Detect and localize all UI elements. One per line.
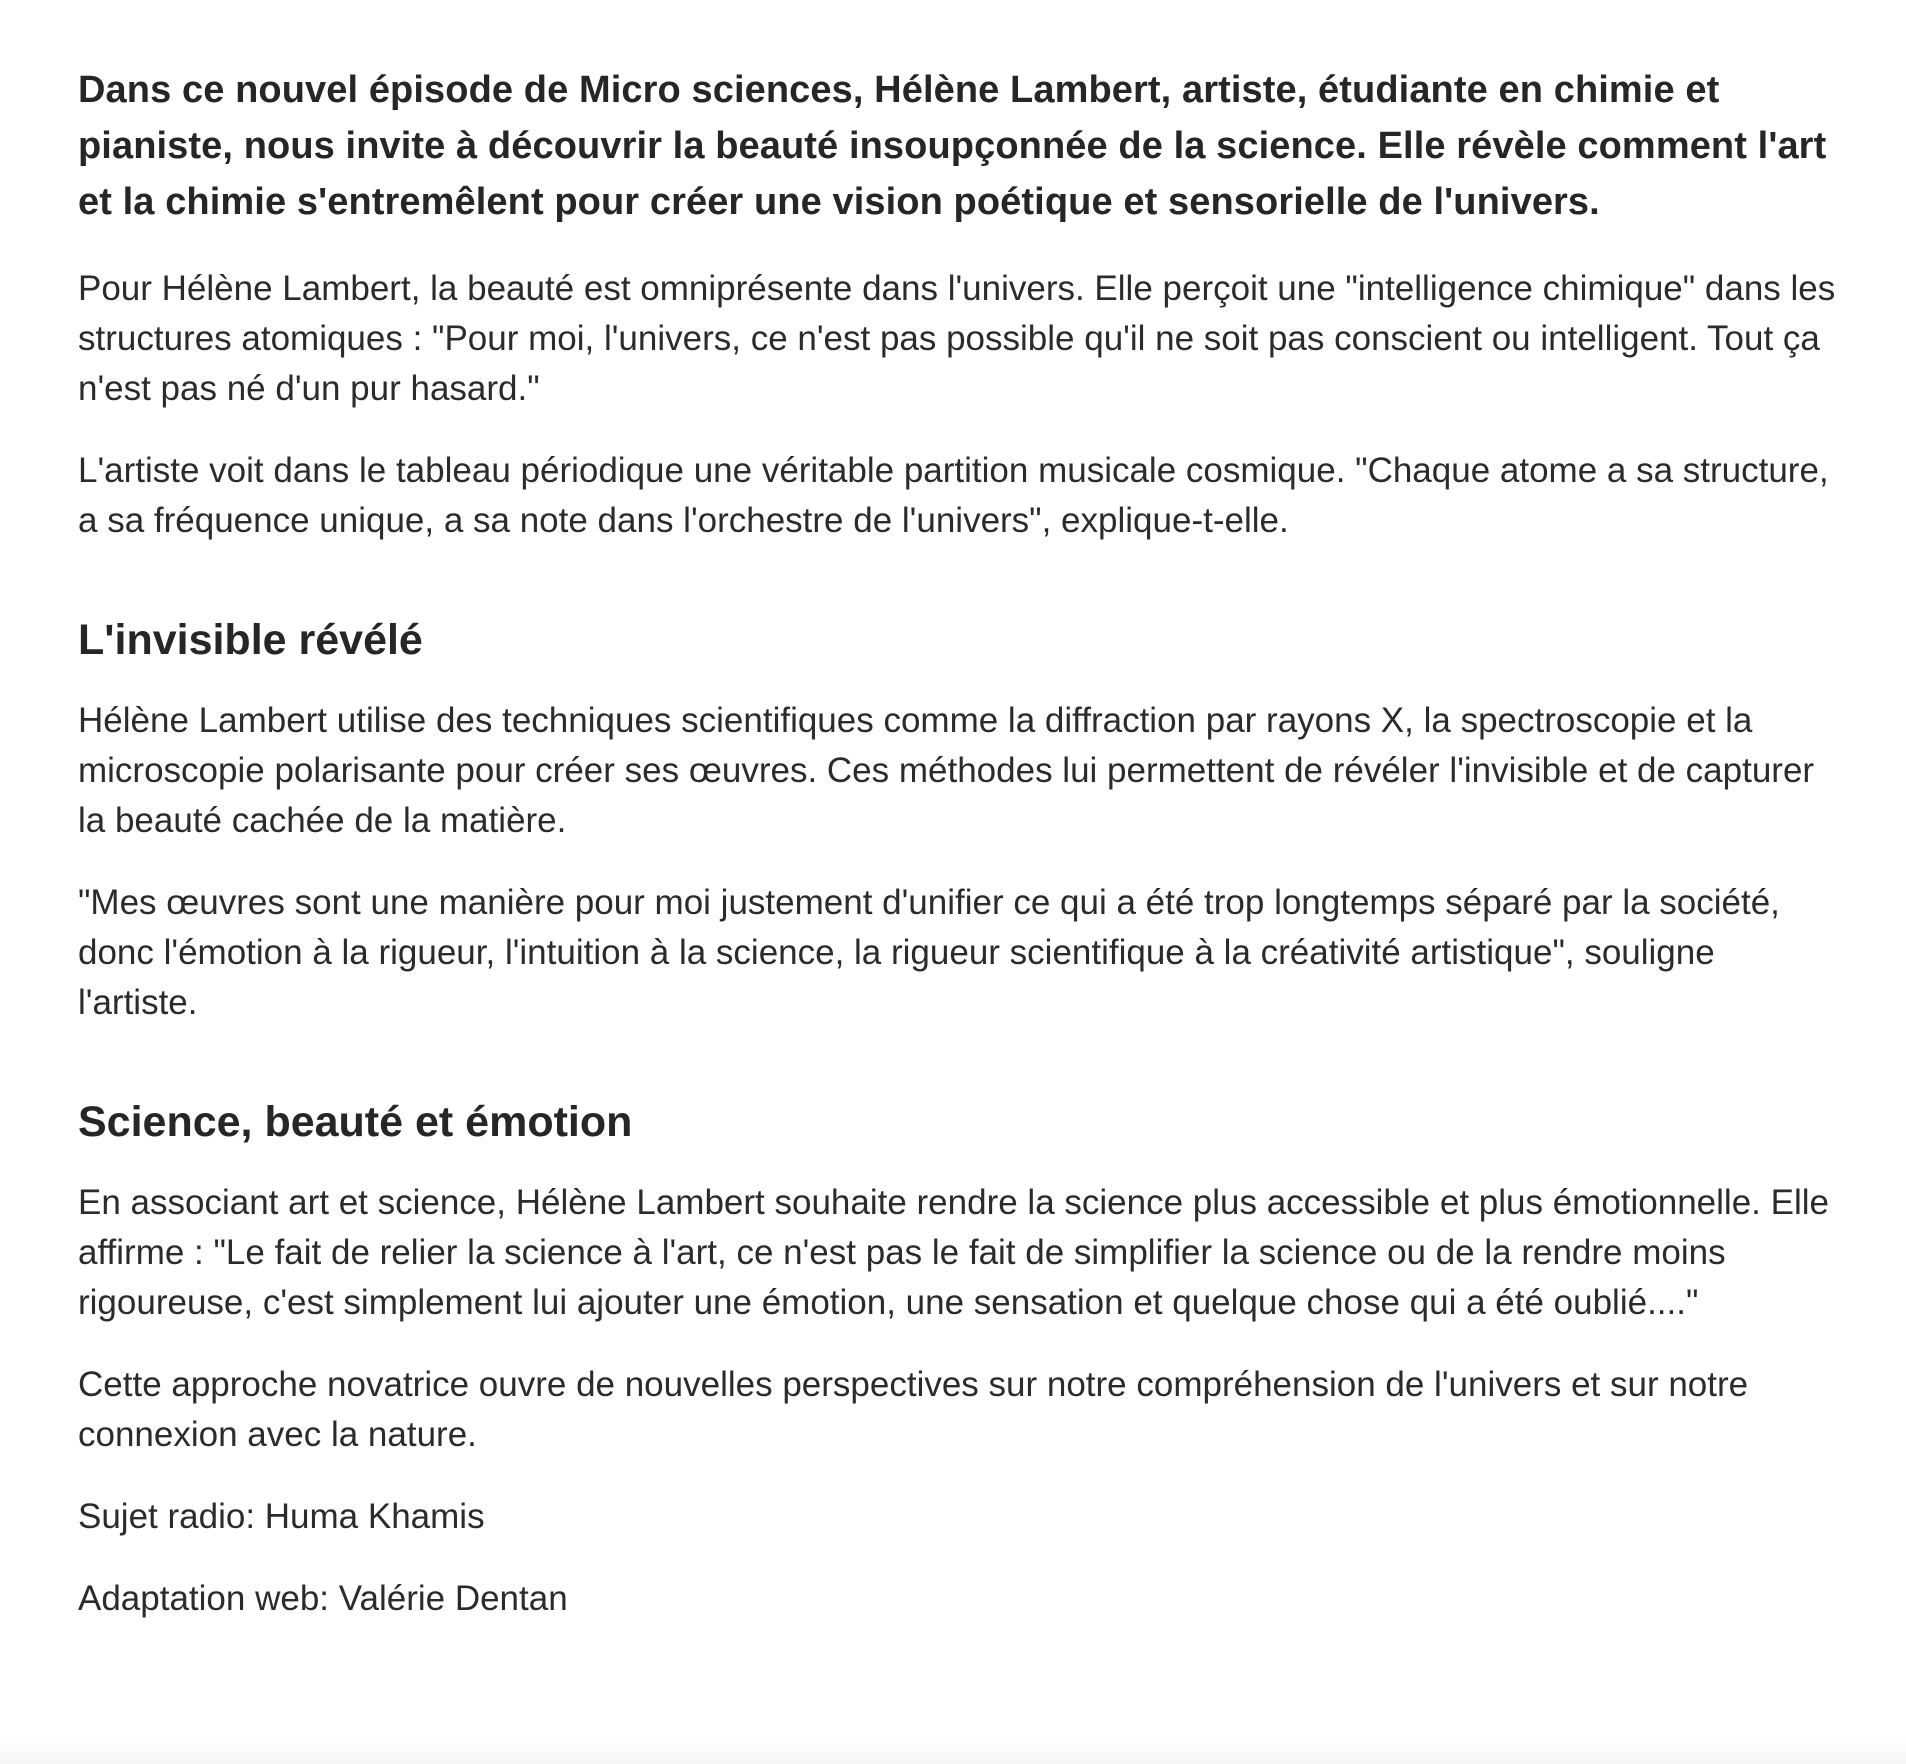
- article-body: [78, 62, 1843, 1656]
- credit-web: Adaptation web: Valérie Dentan: [78, 1579, 568, 1618]
- paragraph: En associant art et science, Hélène Lambert souhaite rendre la science plus accessible et plus émotionnelle. Elle affirme : "Le fait de relier la science à l'art, ce n'est pas le fait de simplifier la science ou de la rendre moins rigoureuse, c'est simplement lui ajouter une émotion, une sensation et quelque chose qui a été oublié....": [78, 1183, 1829, 1322]
- section-heading-science-beaute: Science, beauté et émotion: [78, 1098, 633, 1146]
- article-lead: Dans ce nouvel épisode de Micro sciences, Hélène Lambert, artiste, étudiante en chimie et pianiste, nous invite à découvrir la beauté insoupçonnée de la science. Elle révèle comment l'art et la chimie s'entremêlent pour créer une vision poétique et sensorielle de l'univers.: [78, 69, 1827, 223]
- paragraph: Hélène Lambert utilise des techniques scientifiques comme la diffraction par rayons X, la spectroscopie et la microscopie polarisante pour créer ses œuvres. Ces méthodes lui permettent de révéler l'invisible et de capturer la beauté cachée de la matière.: [78, 701, 1815, 840]
- paragraph: Pour Hélène Lambert, la beauté est omniprésente dans l'univers. Elle perçoit une "intelligence chimique" dans les structures atomiques : "Pour moi, l'univers, ce n'est pas possible qu'il ne soit pas conscient ou intelligent. Tout ça n'est pas né d'un pur hasard.": [78, 269, 1836, 408]
- section-heading-invisible: L'invisible révélé: [78, 616, 423, 664]
- paragraph: "Mes œuvres sont une manière pour moi justement d'unifier ce qui a été trop longtemps séparé par la société, donc l'émotion à la rigueur, l'intuition à la science, la rigueur scientifique à la créativité artistique", souligne l'artiste.: [78, 883, 1780, 1022]
- paragraph: L'artiste voit dans le tableau périodique une véritable partition musicale cosmique. "Chaque atome a sa structure, a sa fréquence unique, a sa note dans l'orchestre de l'univers", explique-t-elle.: [78, 451, 1829, 540]
- bottom-shadow: [0, 1738, 1906, 1764]
- paragraph: Cette approche novatrice ouvre de nouvelles perspectives sur notre compréhension de l'univers et sur notre connexion avec la nature.: [78, 1365, 1749, 1454]
- credit-radio: Sujet radio: Huma Khamis: [78, 1497, 485, 1536]
